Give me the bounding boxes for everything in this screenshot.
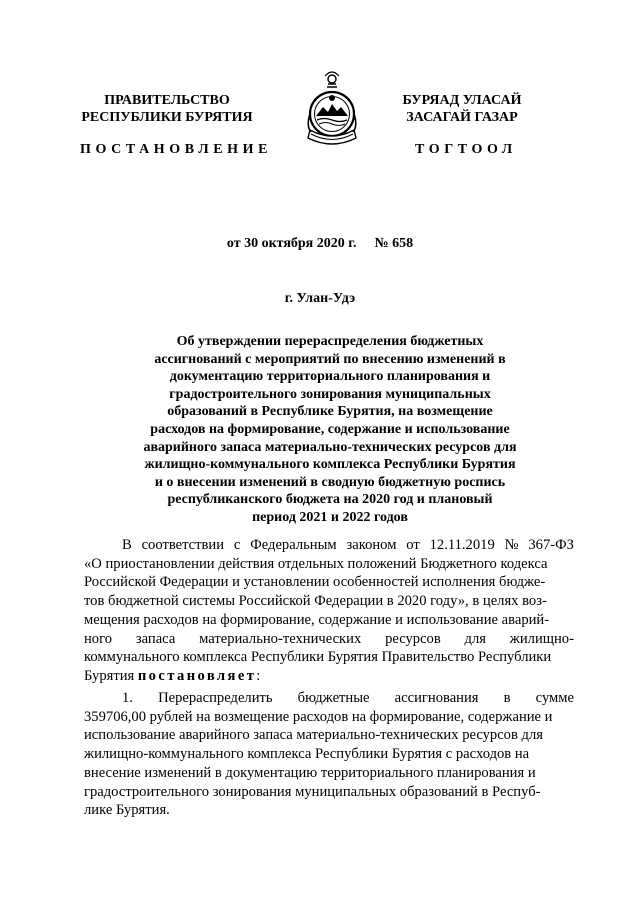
preamble-line: коммунального комплекса Республики Бурятия Правительство Республики — [84, 649, 552, 666]
item-1-line: внесение изменений в документацию территориального планирования и — [84, 764, 536, 781]
preamble-line: Российской Федерации и установлении особенностей исполнения бюдже- — [84, 574, 546, 591]
document-type-ru: ПОСТАНОВЛЕНИЕ — [80, 142, 273, 157]
government-title-line1: ПРАВИТЕЛЬСТВО — [104, 93, 230, 108]
title-line: жилищно-коммунального комплекса Республики Бурятия — [144, 457, 516, 473]
government-title-bua-line2: ЗАСАГАЙ ГАЗАР — [406, 110, 518, 125]
item-1-line: жилищно-коммунального комплекса Республики Бурятия с расходов на — [84, 746, 530, 763]
government-title-line2: РЕСПУБЛИКИ БУРЯТИЯ — [81, 110, 253, 125]
item-1-paragraph — [84, 689, 574, 820]
title-line: ассигнований с мероприятий по внесению изменений в — [154, 351, 506, 367]
preamble-line-1: В соответствии с Федеральным законом от 12.11.2019 № 367-ФЗ — [122, 537, 574, 553]
government-title-bua-line1: БУРЯАД УЛАСАЙ — [402, 93, 522, 108]
title-line: Об утверждении перераспределения бюджетных — [176, 334, 484, 349]
title-line: и о внесении изменений в сводную бюджетную роспись — [154, 474, 506, 490]
document-title — [110, 333, 550, 527]
title-line: период 2021 и 2022 годов — [252, 509, 408, 525]
item-number: 1. — [122, 690, 133, 706]
header-government-ru — [72, 92, 262, 126]
title-line: республиканского бюджета на 2020 год и плановый — [167, 492, 493, 508]
resolves-keyword: постановляет — [137, 667, 257, 684]
item-1-line: использование аварийного запаса материально-технических ресурсов для — [84, 727, 543, 744]
preamble-paragraph — [84, 536, 574, 686]
item-1-line: 359706,00 рублей на возмещение расходов на формирование, содержание и — [84, 708, 553, 725]
coat-of-arms-icon — [301, 70, 363, 156]
item-1-line-1: 1. Перераспределить бюджетные ассигнования в сумме — [122, 690, 574, 706]
title-line: образований в Республике Бурятия, на возмещение — [167, 404, 493, 420]
preamble-line-8: Бурятия постановляет: — [84, 667, 261, 684]
header-government-bua — [392, 92, 532, 126]
document-number: № 658 — [374, 236, 414, 251]
preamble-line: «О приостановлении действия отдельных положений Бюджетного кодекса — [84, 555, 548, 572]
preamble-line: мещения расходов на формирование, содержание и использование аварий- — [84, 611, 550, 628]
date-line — [0, 236, 640, 252]
city: г. Улан-Удэ — [284, 291, 356, 306]
title-line: аварийного запаса материально-технических ресурсов для — [143, 439, 517, 455]
document-type-bua: ТОГТООЛ — [415, 142, 517, 157]
item-1-line: лике Бурятия. — [84, 802, 170, 819]
title-line: расходов на формирование, содержание и использование — [150, 421, 510, 437]
preamble-line-6: ного запаса материально-технических ресурсов для жилищно- — [84, 630, 574, 647]
title-line: градостроительного зонирования муниципальных — [169, 386, 491, 402]
title-line: документацию территориального планирования и — [169, 369, 491, 385]
item-1-line: градостроительного зонирования муниципальных образований в Респуб- — [84, 783, 541, 800]
document-date: от 30 октября 2020 г. — [226, 236, 357, 251]
preamble-line: тов бюджетной системы Российской Федерации в 2020 году», в целях воз- — [84, 593, 547, 610]
